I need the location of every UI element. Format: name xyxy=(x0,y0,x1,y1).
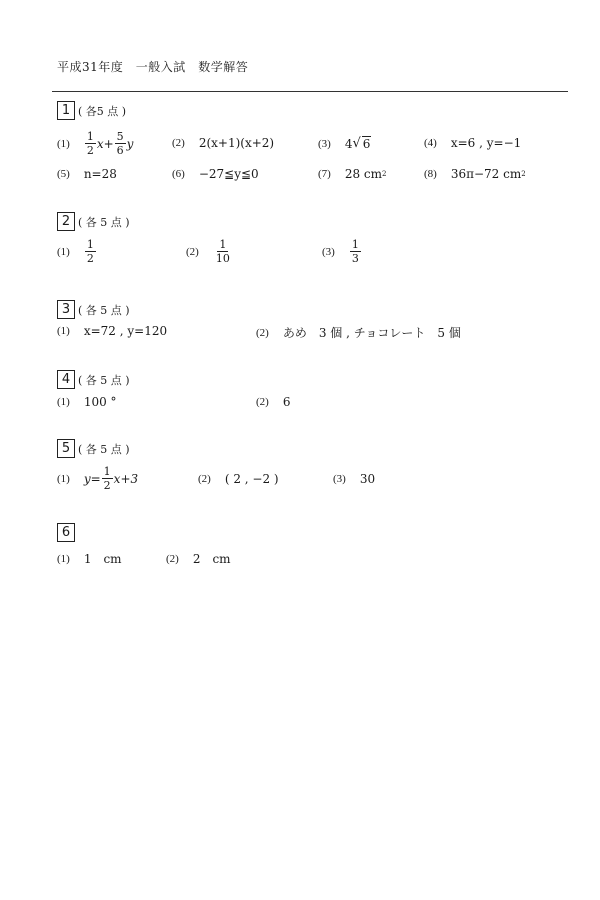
answer-value: x=72 , y=120 xyxy=(83,324,168,338)
answer-value: 2 cm xyxy=(192,552,231,566)
fraction xyxy=(102,466,113,491)
answer-1-3 xyxy=(318,136,371,151)
answer-suffix: x+3 xyxy=(113,471,139,486)
section-1-header xyxy=(57,101,126,120)
answer-5-1 xyxy=(57,466,138,491)
section-points-note: ( 各 5 点 ) xyxy=(78,303,130,317)
numerator: 1 xyxy=(351,238,359,251)
numerator: 1 xyxy=(219,238,227,251)
numerator: 1 xyxy=(86,130,94,143)
denominator: 2 xyxy=(86,144,94,157)
answer-5-2 xyxy=(198,472,279,486)
answer-5-3 xyxy=(333,472,375,486)
denominator: 2 xyxy=(86,252,94,265)
denominator: 6 xyxy=(116,144,124,157)
numerator: 5 xyxy=(116,130,124,143)
section-number-box: 6 xyxy=(57,523,75,542)
answer-text: 28 cm xyxy=(344,167,383,181)
answer-number: (2) xyxy=(166,552,179,565)
answer-2-3 xyxy=(322,239,362,264)
denominator: 10 xyxy=(215,252,230,265)
answer-number: (7) xyxy=(318,168,331,180)
answer-number: (1) xyxy=(57,472,70,485)
fraction xyxy=(350,239,361,264)
answer-number: (4) xyxy=(424,137,437,149)
section-number-box: 1 xyxy=(57,101,75,120)
answer-value: 6 xyxy=(282,395,291,409)
answer-number: (3) xyxy=(333,473,346,485)
answer-1-6 xyxy=(172,167,259,181)
answer-number: (1) xyxy=(57,245,70,258)
exponent: 2 xyxy=(521,170,526,178)
section-points-note: ( 各 5 点 ) xyxy=(78,215,130,229)
answer-value xyxy=(345,136,372,151)
answer-6-1 xyxy=(57,550,122,567)
header-divider xyxy=(52,91,568,92)
answer-6-2 xyxy=(166,550,231,567)
variable: x xyxy=(96,136,104,151)
answer-number: (2) xyxy=(256,396,269,408)
fraction xyxy=(115,131,126,156)
answer-number: (5) xyxy=(57,168,70,180)
answer-3-1 xyxy=(57,324,167,338)
answer-4-2 xyxy=(256,395,290,409)
page-title: 平成31年度 一般入試 数学解答 xyxy=(57,60,249,74)
answer-prefix: y= xyxy=(83,471,101,486)
answer-value: あめ 3 個 , チョコレート 5 個 xyxy=(282,326,461,340)
section-number-box: 2 xyxy=(57,212,75,231)
numerator: 1 xyxy=(103,465,111,478)
answer-value: x=6 , y=−1 xyxy=(450,136,522,150)
answer-value xyxy=(451,167,526,181)
fraction xyxy=(85,131,96,156)
answer-value: 100 ° xyxy=(83,395,117,409)
answer-text: 36π−72 cm xyxy=(450,167,522,181)
section-3-header xyxy=(57,300,130,319)
answer-value: n=28 xyxy=(83,167,117,181)
answer-number: (1) xyxy=(57,396,70,408)
coefficient: 4 xyxy=(344,136,353,151)
answer-2-2 xyxy=(186,239,233,264)
answer-number: (3) xyxy=(322,245,335,258)
answer-3-2 xyxy=(256,324,461,341)
answer-1-2 xyxy=(172,136,274,150)
denominator: 3 xyxy=(351,252,359,265)
answer-value: ( 2 , −2 ) xyxy=(224,472,279,486)
section-number-box: 5 xyxy=(57,439,75,458)
fraction xyxy=(85,239,96,264)
exponent: 2 xyxy=(382,170,387,178)
answer-number: (2) xyxy=(256,326,269,339)
answer-number: (1) xyxy=(57,552,70,565)
section-points-note: ( 各 5 点 ) xyxy=(78,373,130,387)
answer-2-1 xyxy=(57,239,97,264)
answer-number: (1) xyxy=(57,137,70,150)
answer-value: −27≦y≦0 xyxy=(198,167,259,181)
answer-value xyxy=(84,131,134,156)
numerator: 1 xyxy=(86,238,94,251)
variable: y xyxy=(126,136,134,151)
operator: + xyxy=(103,136,114,151)
answer-number: (6) xyxy=(172,168,185,180)
answer-value: 1 cm xyxy=(83,552,122,566)
radical-sign: √ xyxy=(352,136,361,151)
section-points-note: ( 各 5 点 ) xyxy=(78,442,130,456)
fraction xyxy=(214,239,232,264)
denominator: 2 xyxy=(103,479,111,492)
section-6-header xyxy=(57,523,78,542)
section-5-header xyxy=(57,439,130,458)
answer-number: (2) xyxy=(198,473,211,485)
radicand: 6 xyxy=(362,137,371,151)
answer-number: (3) xyxy=(318,137,331,150)
section-number-box: 3 xyxy=(57,300,75,319)
answer-value: 30 xyxy=(359,472,376,486)
section-4-header xyxy=(57,370,130,389)
answer-number: (8) xyxy=(424,168,437,180)
answer-number: (1) xyxy=(57,325,70,337)
answer-number: (2) xyxy=(172,137,185,149)
section-points-note: ( 各5 点 ) xyxy=(78,104,127,118)
section-2-header xyxy=(57,212,130,231)
answer-value: 2(x+1)(x+2) xyxy=(198,136,275,150)
section-number-box: 4 xyxy=(57,370,75,389)
answer-value xyxy=(84,466,138,491)
answer-value xyxy=(345,167,387,181)
answer-number: (2) xyxy=(186,245,199,258)
answer-4-1 xyxy=(57,395,117,409)
answer-1-5 xyxy=(57,167,117,181)
answer-1-4 xyxy=(424,136,521,150)
answer-1-8 xyxy=(424,167,526,181)
answer-1-7 xyxy=(318,167,386,181)
answer-1-1 xyxy=(57,131,133,156)
